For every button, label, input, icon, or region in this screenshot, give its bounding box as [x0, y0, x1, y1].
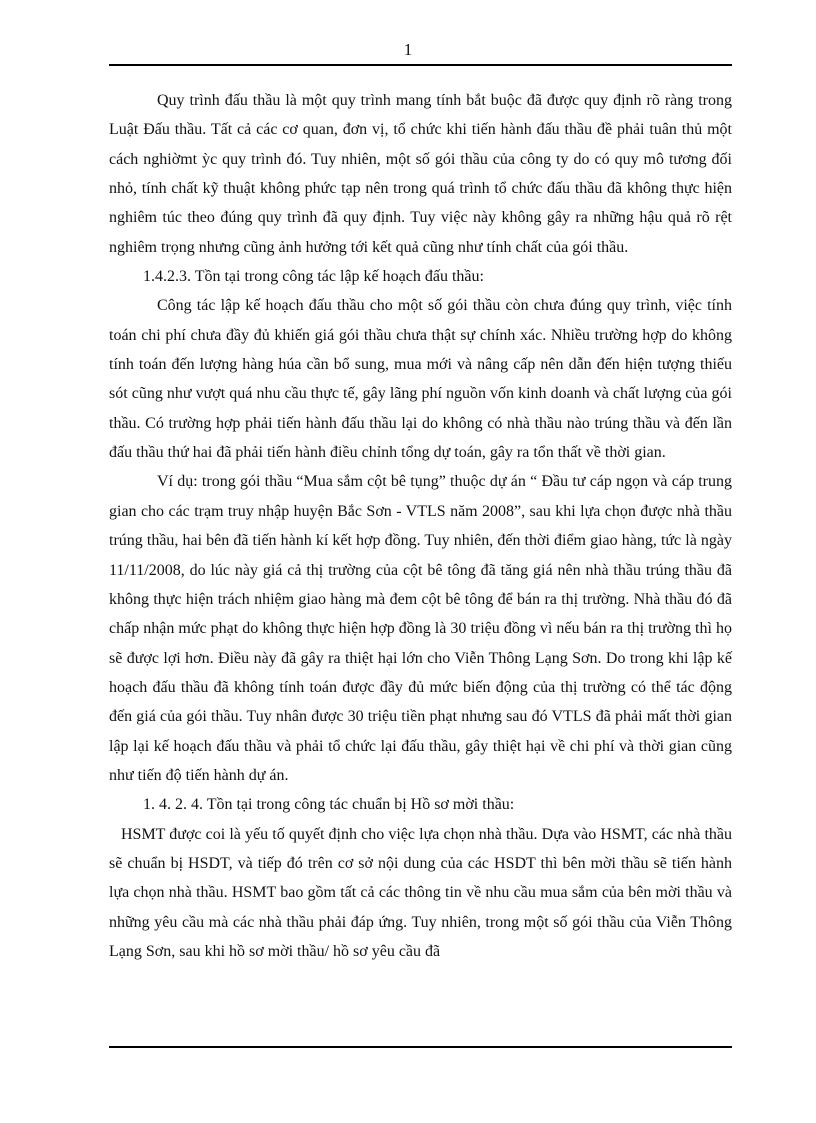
- section-heading-1-4-2-4: 1. 4. 2. 4. Tồn tại trong công tác chuẩn bị Hồ sơ mời thầu:: [143, 796, 515, 814]
- footer-rule: [109, 1046, 732, 1048]
- section-heading-1-4-2-3: 1.4.2.3. Tồn tại trong công tác lập kế hoạch đấu thầu:: [143, 268, 484, 286]
- paragraph-bidding-documents: HSMT được coi là yếu tố quyết định cho việc lựa chọn nhà thầu. Dựa vào HSMT, các nhà thầu sẽ chuẩn bị HSDT, và tiếp đó trên cơ sở nội dung của các HSDT thì bên mời thầu sẽ tiến hành lựa chọn nhà thầu. HSMT bao gồm tất cả các thông tin về nhu cầu mua sắm của bên mời thầu và những yêu cầu mà các nhà thầu phải đáp ứng. Tuy nhiên, trong một số gói thầu của Viễn Thông Lạng Sơn, sau khi hồ sơ mời thầu/ hồ sơ yêu cầu đã: [109, 825, 732, 960]
- paragraph-planning-issues: Công tác lập kế hoạch đấu thầu cho một số gói thầu còn chưa đúng quy trình, việc tính toán chi phí chưa đầy đủ khiến giá gói thầu chưa thật sự chính xác. Nhiều trường hợp do không tính toán đến lượng hàng húa cần bổ sung, mua mới và nâng cấp nên dẫn đến hiện tượng thiếu sót cũng như vượt quá nhu cầu thực tế, gây lãng phí nguồn vốn kinh doanh và chất lượng của gói thầu. Có trường hợp phải tiến hành đấu thầu lại do không có nhà thầu nào trúng thầu và đến lần đấu thầu thứ hai đã phải tiến hành điều chỉnh tổng dự toán, gây ra tổn thất về thời gian.: [109, 297, 732, 462]
- paragraph-procedure-compliance: Quy trình đấu thầu là một quy trình mang tính bắt buộc đã được quy định rõ ràng trong Luật Đấu thầu. Tất cả các cơ quan, đơn vị, tổ chức khi tiến hành đấu thầu đề phải tuân thủ một cách nghiờmt ỳc quy trình đó. Tuy nhiên, một số gói thầu của công ty do có quy mô tương đối nhỏ, tính chất kỹ thuật không phức tạp nên trong quá trình tổ chức đấu thầu đã không thực hiện nghiêm túc theo đúng quy trình đã quy định. Tuy việc này không gây ra những hậu quả rõ rệt nghiêm trọng nhưng cũng ảnh hưởng tới kết quả cũng như tính chất của gói thầu.: [109, 92, 732, 256]
- page-number: 1: [403, 40, 413, 59]
- paragraph-concrete-pole-example: Ví dụ: trong gói thầu “Mua sắm cột bê tụng” thuộc dự án “ Đầu tư cáp ngọn và cáp trung gian cho các trạm truy nhập huyện Bắc Sơn - VTLS năm 2008”, sau khi lựa chọn được nhà thầu trúng thầu, hai bên đã tiến hành kí kết hợp đồng. Tuy nhiên, đến thời điểm giao hàng, tức là ngày 11/11/2008, do lúc này giá cả thị trường của cột bê tông đã tăng giá nên nhà thầu trúng thầu đã không thực hiện trách nhiệm giao hàng mà đem cột bê tông để bán ra thị trường. Nhà thầu đó đã chấp nhận mức phạt do không thực hiện hợp đồng là 30 triệu đồng vì nếu bán ra thị trường thì họ sẽ được lợi hơn. Điều này đã gây ra thiệt hại lớn cho Viễn Thông Lạng Sơn. Do trong khi lập kế hoạch đấu thầu đã không tính toán được đầy đủ mức biến động của thị trường có thể tác động đến giá của gói thầu. Tuy nhân được 30 triệu tiền phạt nhưng sau đó VTLS đã phải mất thời gian lập lại kế hoạch đấu thầu và phải tổ chức lại đấu thầu, gây thiệt hại về chi phí và thời gian cũng như tiến độ tiến hành dự án.: [109, 473, 732, 784]
- document-body: [109, 86, 732, 966]
- header-rule: [109, 64, 732, 66]
